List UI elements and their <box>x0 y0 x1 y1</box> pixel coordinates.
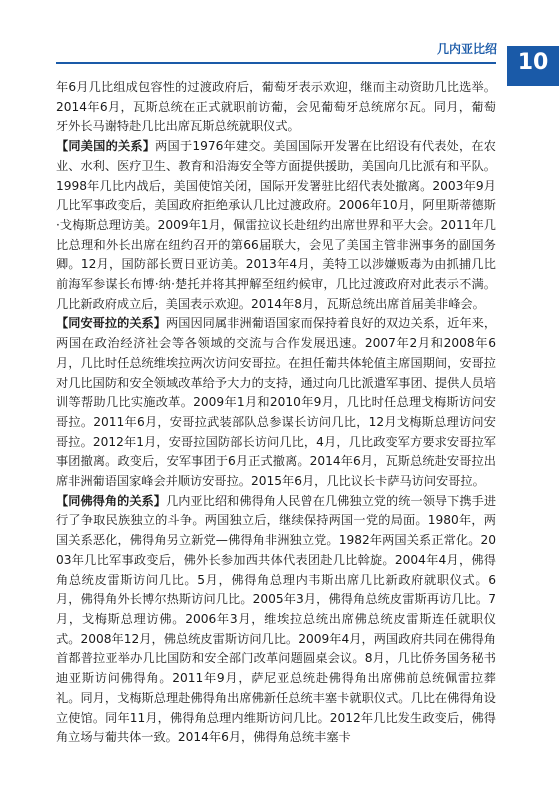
paragraph-text: 几内亚比绍和佛得角人民曾在几佛独立党的统一领导下携手进行了争取民族独立的斗争。两国独立后，继续保持两国一党的局面。1980年，两国关系恶化，佛得角另立新党—佛得角非洲独立党。1982年两国关系正常化。2003年几比军事政变后，佛外长参加西共体代表团赴几比斡旋。2004年4月，佛得角总统皮雷斯访问几比。5月，佛得角总理内韦斯出席几比新政府就职仪式。6月，佛得角外长博尔热斯访问几比。2005年3月，佛得角总统皮雷斯再访几比。7月，戈梅斯总理访佛。2006年3月，维埃拉总统出席佛总统皮雷斯连任就职仪式。2008年12月，佛总统皮雷斯访问几比。2009年4月，两国政府共同在佛得角首都普拉亚举办几比国防和安全部门改革问题圆桌会议。8月，几比侨务国务秘书迪亚斯访问佛得角。2011年9月，萨尼亚总统赴佛得角出席佛前总统佩雷拉葬礼。同月，戈梅斯总理赴佛得角出席佛新任总统丰塞卡就职仪式。几比在佛得角设立使馆。同年11月，佛得角总理内维斯访问几比。2012年几比发生政变后，佛得角立场与葡共体一致。2014年6月，佛得角总统丰塞卡 <box>56 493 497 745</box>
page-number: 10 <box>517 50 549 75</box>
section-heading-angola: 【同安哥拉的关系】 <box>56 316 167 331</box>
paragraph-portugal <box>56 78 496 137</box>
paragraph-text: 两国因同属非洲葡语国家而保持着良好的双边关系，近年来，两国在政治经济社会等各领域的交流与合作发展迅速。2007年2月和2008年6月，几比时任总统维埃拉两次访问安哥拉。在担任葡共体轮值主席国期间，安哥拉对几比国防和安全领域改革给予大力的支持，通过向几比派遣军事团、提供人员培训等帮助几比实施改革。2009年1月和2010年9月，几比时任总理戈梅斯访问安哥拉。2011年6月，安哥拉武装部队总参谋长访问几比，12月戈梅斯总理访问安哥拉。2012年1月，安哥拉国防部长访问几比，4月，几比政变军方要求安哥拉军事团撤离。政变后，安军事团于6月正式撤离。2014年6月，瓦斯总统赴安哥拉出席非洲葡语国家峰会并顺访安哥拉。2015年6月，几比议长卡萨马访问安哥拉。 <box>56 316 497 489</box>
body-text <box>56 78 496 748</box>
section-heading-cape-verde: 【同佛得角的关系】 <box>56 493 167 508</box>
header-rule <box>56 62 496 64</box>
page-header <box>0 0 559 80</box>
paragraph-cape-verde <box>56 492 496 748</box>
section-title: 几内亚比绍 <box>436 42 497 56</box>
paragraph-angola <box>56 314 496 491</box>
paragraph-text: 两国于1976年建交。美国国际开发署在比绍设有代表处，在农业、水利、医疗卫生、教育和沿海安全等方面提供援助，美国向几比派有和平队。1998年几比内战后，美国使馆关闭，国际开发署驻比绍代表处撤离。2003年9月几比军事政变后，美国政府拒绝承认几比过渡政府。2006年10月，阿里斯蒂德斯·戈梅斯总理访美。2009年1月，佩雷拉议长赴纽约出席世界和平大会。2011年几比总理和外长出席在纽约召开的第66届联大，会见了美国主管非洲事务的副国务卿。12月，国防部长贾日亚访美。2013年4月，美特工以涉嫌贩毒为由抓捕几比前海军参谋长布博·纳·楚托并将其押解至纽约候审，几比过渡政府对此表示不满。几比新政府成立后，美国表示欢迎。2014年8月，瓦斯总统出席首届美非峰会。 <box>56 139 496 311</box>
paragraph-usa <box>56 137 496 314</box>
section-heading-usa: 【同美国的关系】 <box>56 139 156 154</box>
paragraph-text: 年6月几比组成包容性的过渡政府后，葡萄牙表示欢迎，继而主动资助几比选举。2014年6月，瓦斯总统在正式就职前访葡，会见葡萄牙总统席尔瓦。同月，葡萄牙外长马谢特赴几比出席瓦斯总统就职仪式。 <box>56 80 496 134</box>
